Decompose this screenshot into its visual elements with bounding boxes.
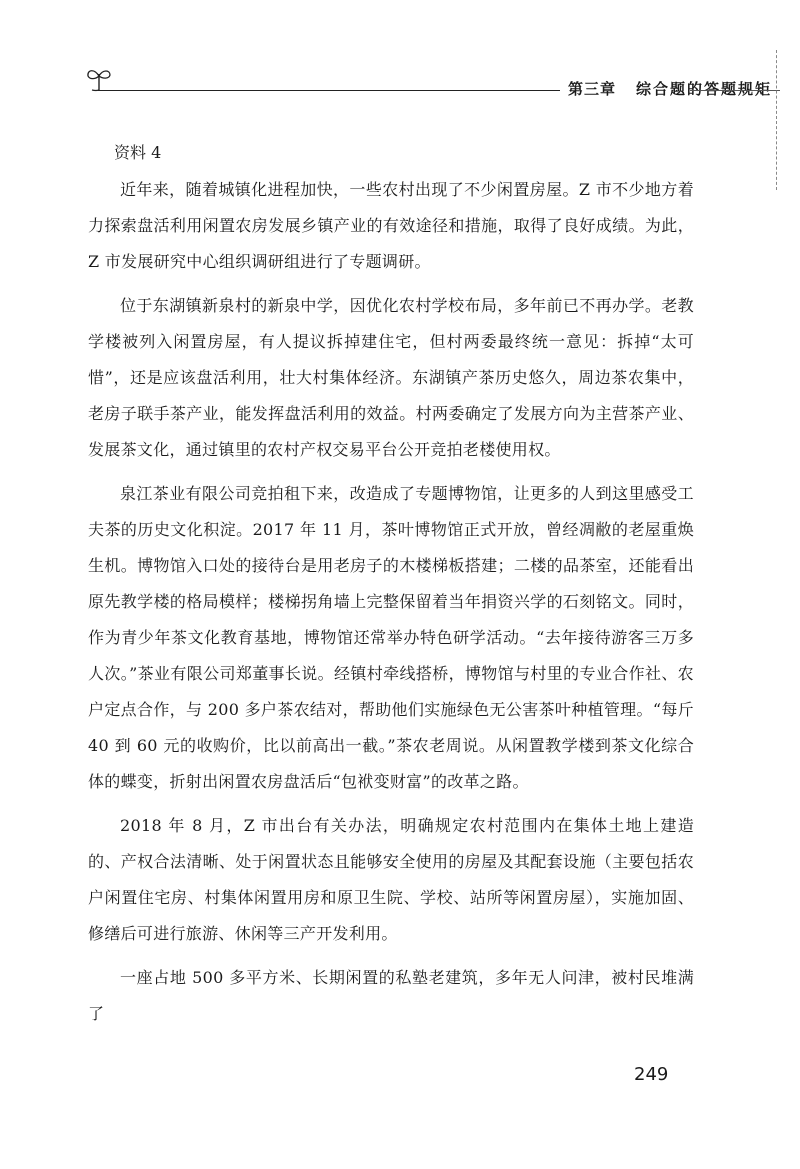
paragraph: 位于东湖镇新泉村的新泉中学，因优化农村学校布局，多年前已不再办学。老教学楼被列入闲置房屋，有人提议拆掉建住宅，但村两委最终统一意见：拆掉“太可惜”，还是应该盘活利用，壮大村集体经济。东湖镇产茶历史悠久，周边茶农集中，老房子联手茶产业，能发挥盘活利用的效益。村两委确定了发展方向为主营茶产业、发展茶文化，通过镇里的农村产权交易平台公开竞拍老楼使用权。 bbox=[88, 296, 694, 459]
paragraph: 2018 年 8 月，Z 市出台有关办法，明确规定农村范围内在集体土地上建造的、产权合法清晰、处于闲置状态且能够安全使用的房屋及其配套设施（主要包括农户闲置住宅房、村集体闲置用房和原卫生院、学校、站所等闲置房屋），实施加固、修缮后可进行旅游、休闲等三产开发利用。 bbox=[88, 816, 694, 943]
chapter-label: 第三章 bbox=[568, 80, 617, 98]
margin-marker bbox=[776, 50, 779, 190]
section-title: 综合题的答题规矩 bbox=[636, 80, 773, 98]
paragraph: 一座占地 500 多平方米、长期闲置的私塾老建筑，多年无人问津，被村民堆满了 bbox=[88, 968, 694, 1023]
running-header bbox=[84, 64, 784, 104]
page-body bbox=[88, 138, 694, 1040]
paragraph: 近年来，随着城镇化进程加快，一些农村出现了不少闲置房屋。Z 市不少地方着力探索盘活利用闲置农房发展乡镇产业的有效途径和措施，取得了良好成绩。为此，Z 市发展研究中心组织调研组进行了专题调研。 bbox=[88, 180, 694, 271]
header-rule-right bbox=[690, 90, 780, 91]
paragraph: 泉江茶业有限公司竞拍租下来，改造成了专题博物馆，让更多的人到这里感受工夫茶的历史文化积淀。2017 年 11 月，茶叶博物馆正式开放，曾经凋敝的老屋重焕生机。博物馆入口处的接待台是用老房子的木楼梯板搭建；二楼的品茶室，还能看出原先教学楼的格局模样；楼梯拐角墙上完整保留着当年捐资兴学的石刻铭文。同时，作为青少年茶文化教育基地，博物馆还常举办特色研学活动。“去年接待游客三万多人次。”茶业有限公司郑董事长说。经镇村牵线搭桥，博物馆与村里的专业合作社、农户定点合作，与 200 多户茶农结对，帮助他们实施绿色无公害茶叶种植管理。“每斤 40 到 60 元的收购价，比以前高出一截。”茶农老周说。从闲置教学楼到茶文化综合体的蝶变，折射出闲置农房盘活后“包袱变财富”的改革之路。 bbox=[88, 484, 694, 791]
material-heading: 资料 4 bbox=[114, 143, 162, 162]
page-number: 249 bbox=[634, 1064, 669, 1085]
header-rule-left bbox=[98, 90, 560, 91]
